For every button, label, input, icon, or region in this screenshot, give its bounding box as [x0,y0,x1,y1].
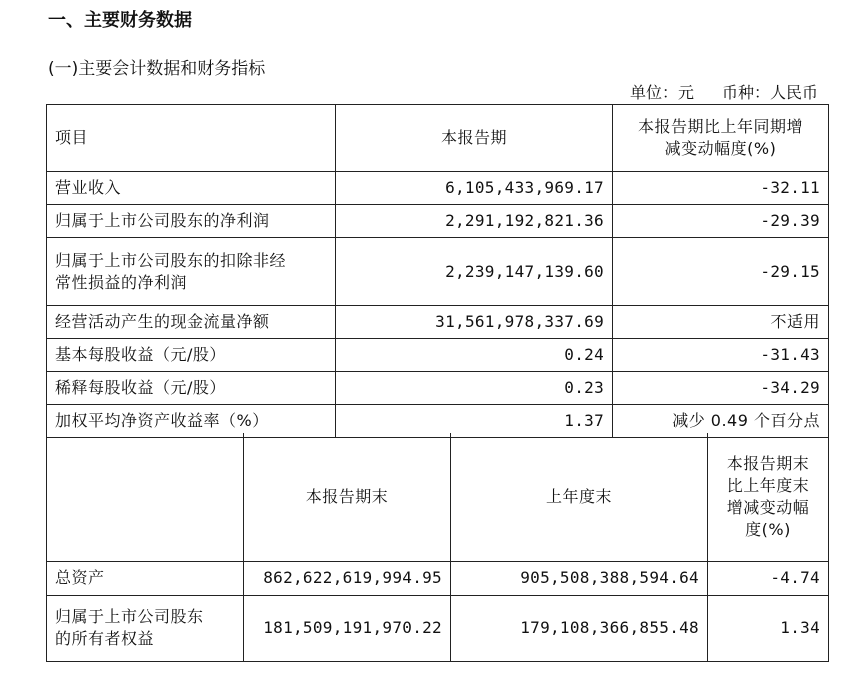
row-change: 1.34 [708,595,829,661]
row-change: -34.29 [613,372,829,405]
header-change-line: 比上年度末 [726,475,810,495]
table-row [47,561,829,595]
table-row [47,238,829,306]
section-title: 一、主要财务数据 [48,10,192,31]
header-change-line: 度(%) [745,519,791,539]
financial-indicators-table [46,104,829,438]
header-current-period: 本报告期 [336,105,613,172]
row-prior: 905,508,388,594.64 [451,561,708,595]
row-item: 营业收入 [47,172,336,205]
row-item-line: 归属于上市公司股东的扣除非经 [55,250,287,270]
row-current: 862,622,619,994.95 [244,561,451,595]
row-current: 181,509,191,970.22 [244,595,451,661]
table-row [47,595,829,661]
row-value: 2,291,192,821.36 [336,205,613,238]
row-item-line: 常性损益的净利润 [55,272,188,292]
header-item-empty [47,433,244,561]
balance-table [46,433,829,662]
row-item-line: 归属于上市公司股东 [55,607,204,626]
row-change: -29.39 [613,205,829,238]
row-prior: 179,108,366,855.48 [451,595,708,661]
row-item: 稀释每股收益（元/股） [47,372,336,405]
table-row [47,339,829,372]
row-item: 基本每股收益（元/股） [47,339,336,372]
row-change: 不适用 [613,306,829,339]
unit-line [630,80,818,103]
table-row [47,172,829,205]
row-value: 31,561,978,337.69 [336,306,613,339]
row-change: 减少 0.49 个百分点 [613,405,829,438]
unit-label: 单位：元 [629,83,694,102]
sub-title: (一)主要会计数据和财务指标 [48,59,266,79]
row-change: -32.11 [613,172,829,205]
header-change-line: 本报告期末 [726,453,810,473]
header-yoy-change [613,105,829,172]
row-value: 1.37 [336,405,613,438]
row-value: 0.24 [336,339,613,372]
header-yoy-change-line: 减变动幅度(%) [664,139,777,158]
row-item: 归属于上市公司股东的净利润 [47,205,336,238]
row-item [47,595,244,661]
currency-label: 币种：人民币 [721,83,818,102]
table-header-row [47,105,829,172]
row-value: 2,239,147,139.60 [336,238,613,306]
table-header-row [47,433,829,561]
row-change: -4.74 [708,561,829,595]
table-row [47,205,829,238]
table-row [47,372,829,405]
header-yoy-change-line: 本报告期比上年同期增 [637,117,803,136]
header-change-line: 增减变动幅 [726,497,810,517]
row-item-line: 的所有者权益 [55,629,155,648]
row-change: -31.43 [613,339,829,372]
row-item: 经营活动产生的现金流量净额 [47,306,336,339]
row-item: 总资产 [47,561,244,595]
row-change: -29.15 [613,238,829,306]
table-row [47,306,829,339]
row-item: 加权平均净资产收益率（%） [47,405,336,438]
row-value: 0.23 [336,372,613,405]
header-period-end: 本报告期末 [244,433,451,561]
header-prior-year-end: 上年度末 [451,433,708,561]
header-item: 项目 [47,105,336,172]
header-change [708,433,829,561]
row-item [47,238,336,306]
row-value: 6,105,433,969.17 [336,172,613,205]
